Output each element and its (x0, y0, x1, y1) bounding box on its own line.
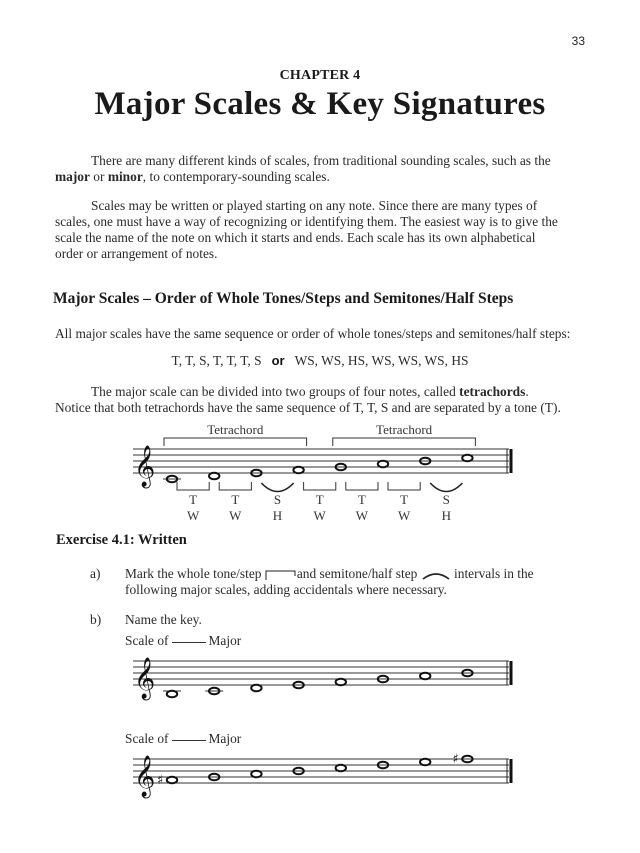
intro-text: There are many different kinds of scales, from traditional sounding scales, such as the (91, 153, 551, 168)
tetrachord-label: Tetrachord (376, 422, 433, 437)
key-answer-blank[interactable] (172, 642, 206, 643)
tetra-text: The major scale can be divided into two groups of four notes, called (91, 384, 460, 399)
whole-note (336, 679, 346, 686)
intro-text: scale the name of the note on which it starts and ends. Each scale has its own alphabetical (55, 230, 536, 245)
whole-note (336, 765, 346, 772)
sequence-steps: WS, WS, HS, WS, WS, WS, HS (294, 353, 469, 368)
item-a-text-part: following major scales, adding accidentals where necessary. (125, 582, 447, 597)
barline-thick (510, 661, 513, 685)
whole-note (293, 467, 303, 474)
treble-clef-icon: 𝄞 (134, 658, 156, 699)
scale-label-text: Scale of (125, 633, 169, 648)
whole-step-bracket (177, 482, 209, 490)
item-b-label: b) (90, 612, 102, 627)
intro-text: order or arrangement of notes. (55, 246, 218, 261)
whole-step-bracket (219, 482, 251, 490)
sharp-icon: ♯ (157, 773, 164, 788)
half-step-slur (261, 483, 293, 492)
whole-step-bracket (388, 482, 420, 490)
whole-note (378, 461, 388, 468)
interval-label-bottom: W (229, 508, 242, 523)
interval-label-top: T (189, 492, 198, 507)
chapter-label: CHAPTER 4 (279, 68, 361, 83)
intro-text: scales, one must have a way of recognizing or identifying them. The easiest way is to give the (55, 214, 558, 229)
scale-label-text: Major (208, 731, 242, 746)
whole-note (167, 777, 177, 784)
whole-note (251, 771, 261, 778)
interval-label-bottom: W (313, 508, 326, 523)
treble-clef-icon: 𝄞 (134, 756, 156, 797)
page-number: 33 (571, 34, 585, 48)
whole-note (420, 673, 430, 680)
tetra-text: . (525, 384, 529, 399)
whole-note (251, 685, 261, 692)
interval-label-bottom: W (397, 508, 411, 523)
sequence-tones: T, T, S, T, T, T, S (171, 353, 262, 368)
item-a-text-part: and semitone/half step (296, 566, 418, 581)
interval-label-top: T (231, 492, 240, 507)
interval-label-bottom: H (441, 508, 451, 523)
interval-label-top: T (357, 492, 366, 507)
tetra-text: Notice that both tetrachords have the same sequence of T, T, S and are separated by a tone (T). (55, 400, 561, 415)
intro-text: or (89, 169, 108, 184)
interval-label-top: T (400, 492, 409, 507)
sequence-or: or (271, 353, 285, 368)
scale-label-text: Scale of (125, 731, 169, 746)
interval-label-top: S (273, 492, 282, 507)
scale-label-2 (125, 731, 241, 747)
key-answer-blank[interactable] (172, 740, 206, 741)
half-step-slur-icon (421, 569, 451, 581)
intro-text: , to contemporary-sounding scales. (142, 169, 330, 184)
section-heading: Major Scales – Order of Whole Tones/Steps and Semitones/Half Steps (53, 290, 514, 307)
item-a-label: a) (90, 566, 101, 581)
intro-text: Scales may be written or played starting on any note. Since there are many types of (91, 198, 538, 213)
term-tetrachords: tetrachords (459, 384, 526, 399)
whole-step-bracket (304, 482, 336, 490)
scale-label-text: Major (208, 633, 242, 648)
whole-note (209, 473, 219, 480)
barline-thick (510, 759, 513, 783)
whole-note (167, 691, 177, 698)
item-a-text-part: Mark the whole tone/step (125, 566, 262, 581)
whole-note (420, 759, 430, 766)
tetrachord-bracket (333, 438, 476, 446)
exercise-staff-1 (133, 657, 513, 700)
interval-label-top: T (315, 492, 324, 507)
term-major: major (55, 169, 90, 184)
sharp-icon: ♯ (452, 752, 459, 767)
interval-label-bottom: H (272, 508, 283, 523)
interval-label-bottom: W (186, 508, 200, 523)
item-a-text-part: intervals in the (454, 566, 534, 581)
whole-note (462, 455, 472, 462)
barline-thick (510, 449, 513, 473)
interval-label-top: S (442, 492, 450, 507)
tetrachord-label: Tetrachord (207, 422, 264, 437)
scale-label-1 (125, 633, 241, 649)
term-minor: minor (107, 169, 143, 184)
tetrachord-bracket (164, 438, 307, 446)
item-a-text (125, 566, 605, 598)
section-sentence: All major scales have the same sequence or order of whole tones/steps and semitones/half steps: (55, 326, 571, 341)
exercise-title: Exercise 4.1: Written (56, 532, 187, 548)
whole-step-bracket (346, 482, 378, 490)
example-staff (133, 422, 513, 523)
exercise-staff-2 (133, 752, 513, 798)
whole-step-bracket-icon (265, 569, 297, 581)
page-title: Major Scales & Key Signatures (94, 86, 546, 122)
treble-clef-icon: 𝄞 (134, 446, 156, 487)
interval-label-bottom: W (355, 508, 369, 523)
item-b-text: Name the key. (125, 612, 202, 627)
half-step-slur (430, 483, 462, 492)
